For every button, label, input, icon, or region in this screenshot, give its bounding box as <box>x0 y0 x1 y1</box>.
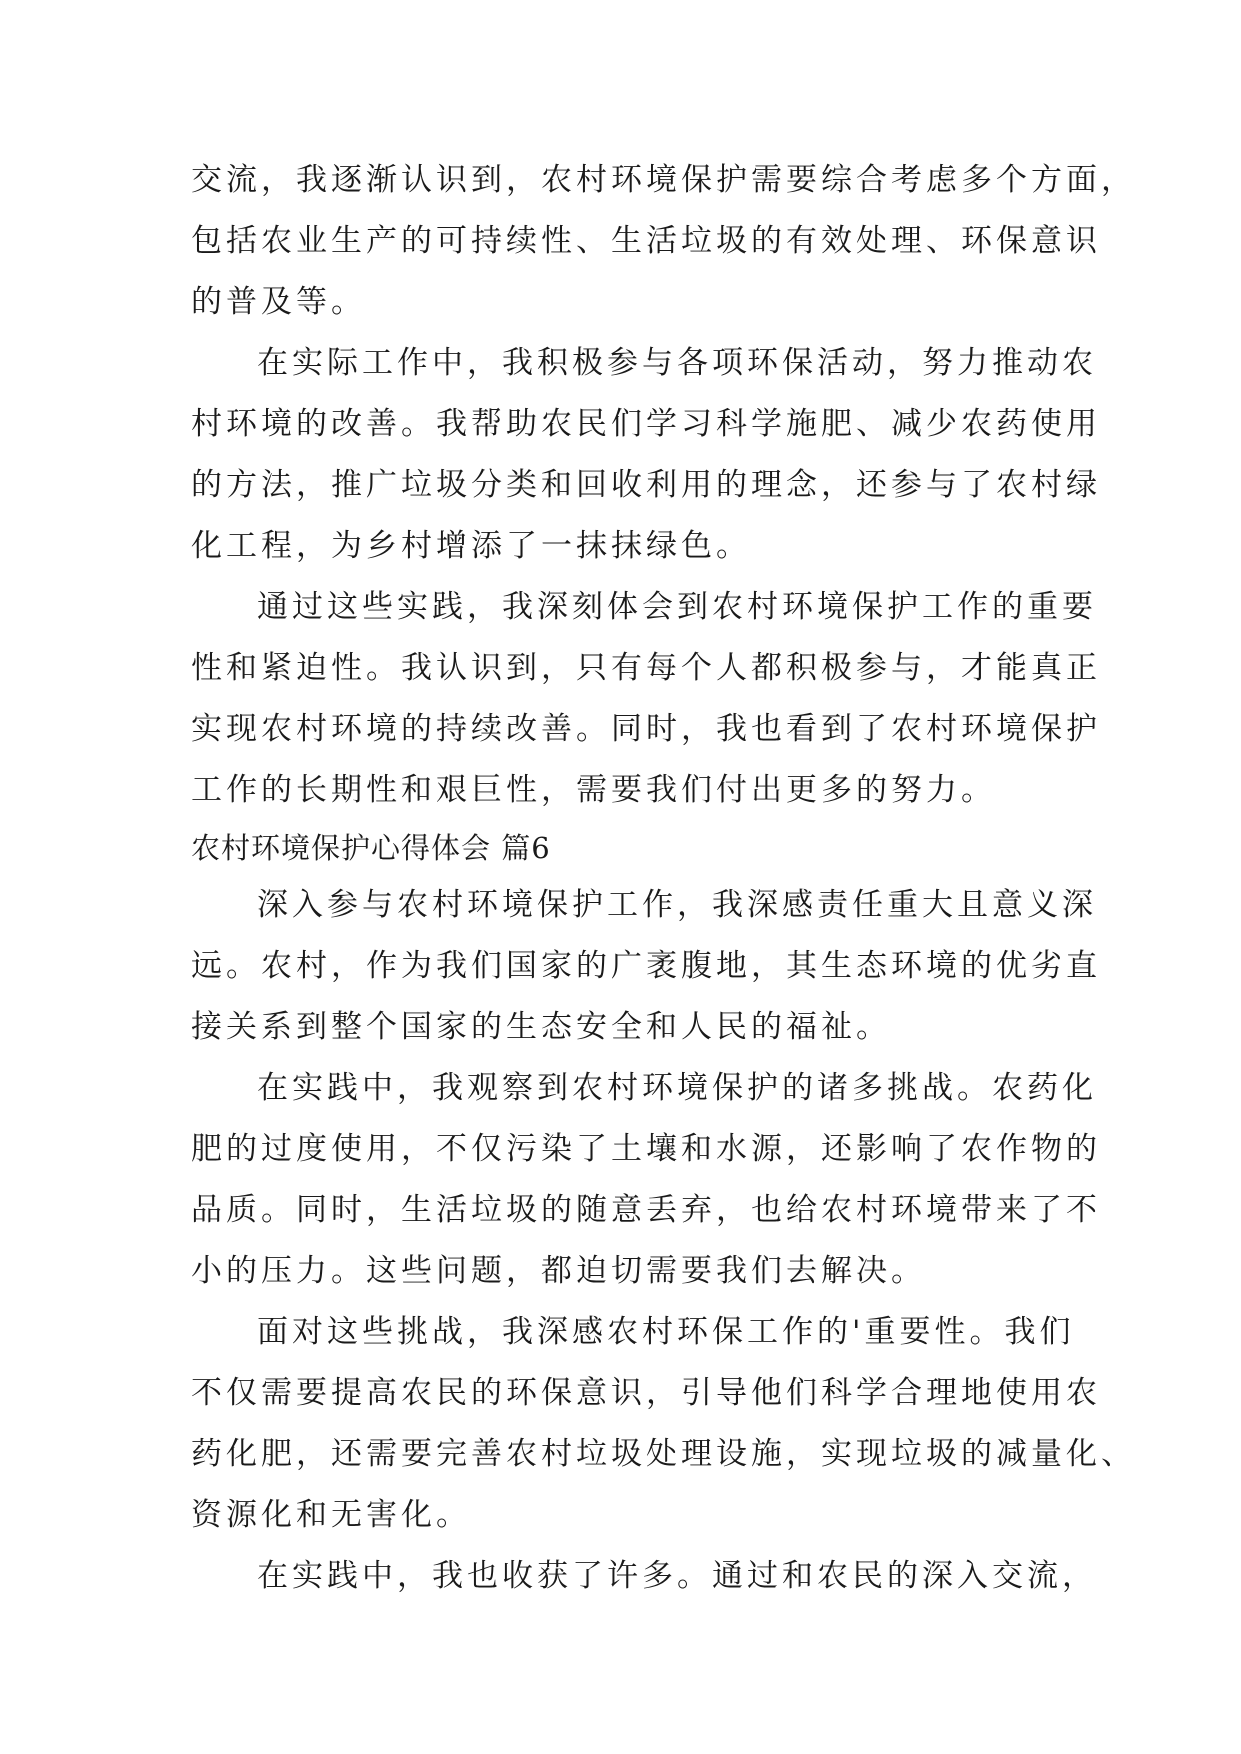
text-line: 实现农村环境的持续改善。同时，我也看到了农村环境保护 <box>191 711 1101 747</box>
text-line: 工作的长期性和艰巨性，需要我们付出更多的努力。 <box>191 772 996 808</box>
text-line: 在实践中，我观察到农村环境保护的诸多挑战。农药化 <box>257 1070 1097 1106</box>
text-line: 在实践中，我也收获了许多。通过和农民的深入交流， <box>257 1558 1097 1594</box>
text-line: 化工程，为乡村增添了一抹抹绿色。 <box>191 528 751 564</box>
document-body <box>191 150 1136 1607</box>
text-line: 远。农村，作为我们国家的广袤腹地，其生态环境的优劣直 <box>191 948 1101 984</box>
text-line: 药化肥，还需要完善农村垃圾处理设施，实现垃圾的减量化、 <box>191 1436 1136 1472</box>
text-line: 接关系到整个国家的生态安全和人民的福祉。 <box>191 1009 891 1045</box>
text-line: 资源化和无害化。 <box>191 1497 471 1533</box>
text-line: 村环境的改善。我帮助农民们学习科学施肥、减少农药使用 <box>191 406 1101 442</box>
text-line: 品质。同时，生活垃圾的随意丢弃，也给农村环境带来了不 <box>191 1192 1101 1228</box>
text-line: 深入参与农村环境保护工作，我深感责任重大且意义深 <box>257 887 1097 923</box>
text-line: 小的压力。这些问题，都迫切需要我们去解决。 <box>191 1253 926 1289</box>
text-line: 通过这些实践，我深刻体会到农村环境保护工作的重要 <box>257 589 1097 625</box>
paragraph-1 <box>191 150 1136 333</box>
text-line: 交流，我逐渐认识到，农村环境保护需要综合考虑多个方面， <box>191 162 1136 198</box>
text-line: 面对这些挑战，我深感农村环保工作的'重要性。我们 <box>257 1314 1075 1350</box>
text-line: 肥的过度使用，不仅污染了土壤和水源，还影响了农作物的 <box>191 1131 1101 1167</box>
text-line: 在实际工作中，我积极参与各项环保活动，努力推动农 <box>257 345 1097 381</box>
paragraph-6 <box>191 1302 1136 1546</box>
text-line: 的方法，推广垃圾分类和回收利用的理念，还参与了农村绿 <box>191 467 1101 503</box>
text-line: 性和紧迫性。我认识到，只有每个人都积极参与，才能真正 <box>191 650 1101 686</box>
paragraph-2 <box>191 333 1101 577</box>
paragraph-7 <box>191 1546 1097 1607</box>
paragraph-3 <box>191 577 1101 821</box>
paragraph-4 <box>191 875 1101 1058</box>
paragraph-5 <box>191 1058 1101 1302</box>
text-line: 的普及等。 <box>191 284 366 320</box>
text-line: 包括农业生产的可持续性、生活垃圾的有效处理、环保意识 <box>191 223 1101 259</box>
text-line: 不仅需要提高农民的环保意识，引导他们科学合理地使用农 <box>191 1375 1101 1411</box>
section-heading: 农村环境保护心得体会 篇6 <box>191 831 551 865</box>
